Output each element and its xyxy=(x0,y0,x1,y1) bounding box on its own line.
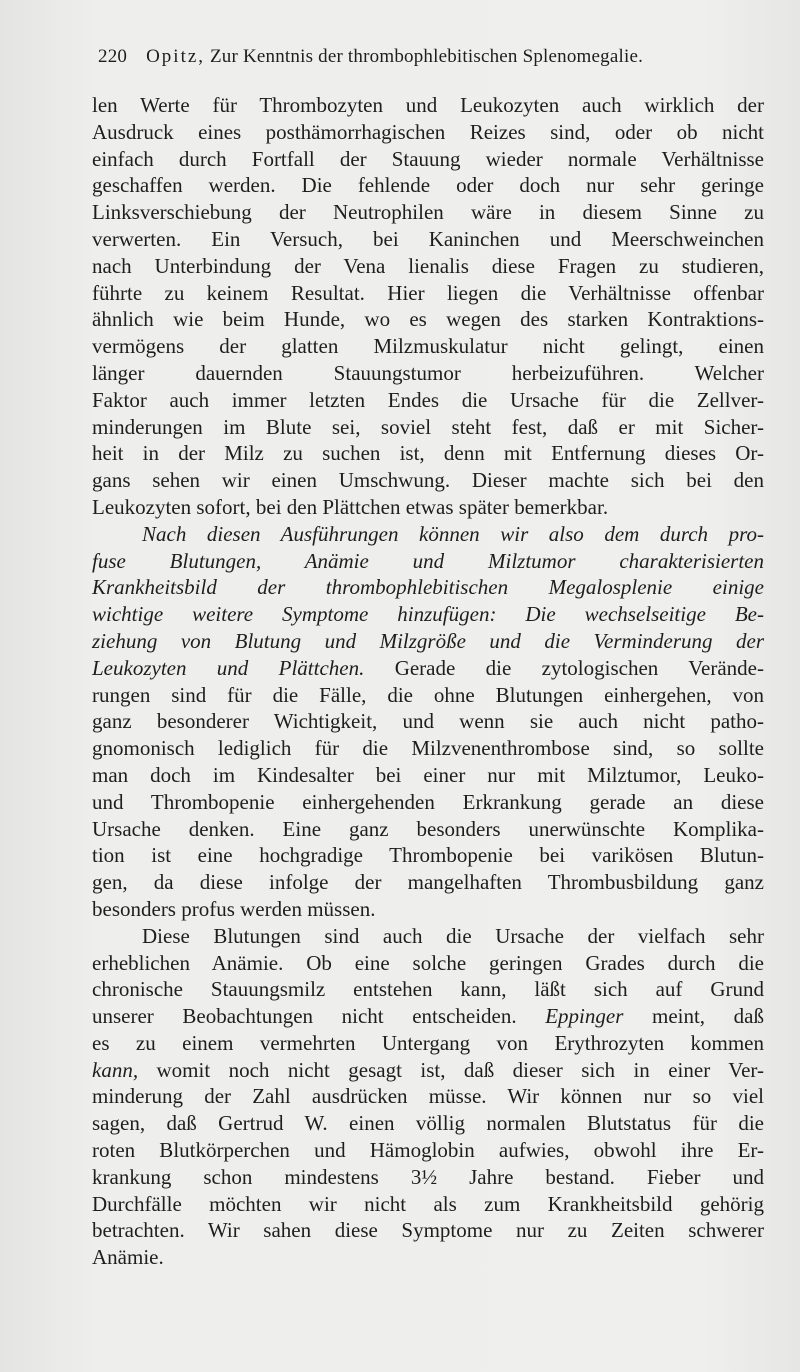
text-line: ziehung von Blutung und Milzgröße und die Verminderung der xyxy=(92,628,764,653)
text-line: geschaffen werden. Die fehlende oder doch nur sehr geringe xyxy=(92,173,764,198)
page-number: 220 xyxy=(98,46,128,67)
text-line: len Werte für Thrombozyten und Leukozyten auch wirklich der xyxy=(92,93,764,117)
text-line: Leukozyten und Plättchen. Gerade die zytologischen Verände- xyxy=(92,655,764,680)
text-line: nach Unterbindung der Vena lienalis diese Fragen zu studieren, xyxy=(92,253,764,278)
text-line: Leukozyten sofort, bei den Plättchen etwas später bemerkbar. xyxy=(92,494,609,519)
running-header xyxy=(98,46,738,68)
text-line: vermögens der glatten Milzmuskulatur nicht gelingt, einen xyxy=(92,334,764,359)
text-line: besonders profus werden müssen. xyxy=(92,896,376,921)
text-line: länger dauernden Stauungstumor herbeizuführen. Welcher xyxy=(92,360,764,385)
text-line: es zu einem vermehrten Untergang von Erythrozyten kommen xyxy=(92,1030,764,1055)
text-line: unserer Beobachtungen nicht entscheiden. Eppinger meint, daß xyxy=(92,1004,764,1029)
text-line: betrachten. Wir sahen diese Symptome nur zu Zeiten schwerer xyxy=(92,1218,764,1243)
text-line: gen, da diese infolge der mangelhaften Thrombusbildung ganz xyxy=(92,870,764,895)
text-line: Krankheitsbild der thrombophlebitischen Megalosplenie einige xyxy=(92,575,764,600)
text-line: tion ist eine hochgradige Thrombopenie bei varikösen Blutun- xyxy=(92,843,764,868)
text-line: Ursache denken. Eine ganz besonders unerwünschte Komplika- xyxy=(92,816,764,841)
text-line: wichtige weitere Symptome hinzufügen: Die wechselseitige Be- xyxy=(92,602,764,627)
text-line: Nach diesen Ausführungen können wir also dem durch pro- xyxy=(142,521,764,546)
text-line: fuse Blutungen, Anämie und Milztumor charakterisierten xyxy=(92,548,764,573)
text-line: roten Blutkörperchen und Hämoglobin aufwies, obwohl ihre Er- xyxy=(92,1138,764,1163)
body-text xyxy=(92,92,764,1271)
text-line: und Thrombopenie einhergehenden Erkrankung gerade an diese xyxy=(92,789,764,814)
text-line: gans sehen wir einen Umschwung. Dieser machte sich bei den xyxy=(92,468,764,493)
text-line: chronische Stauungsmilz entstehen kann, läßt sich auf Grund xyxy=(92,977,764,1002)
text-line: sagen, daß Gertrud W. einen völlig normalen Blutstatus für die xyxy=(92,1111,764,1136)
text-line: verwerten. Ein Versuch, bei Kaninchen und Meerschweinchen xyxy=(92,226,764,251)
text-line: heit in der Milz zu suchen ist, denn mit Entfernung dieses Or- xyxy=(92,441,764,466)
text-line: kann, womit noch nicht gesagt ist, daß dieser sich in einer Ver- xyxy=(92,1057,764,1082)
header-title: Zur Kenntnis der thrombophlebitischen Splenomegalie. xyxy=(209,46,644,67)
text-line: man doch im Kindesalter bei einer nur mit Milztumor, Leuko- xyxy=(92,762,764,787)
text-line: Durchfälle möchten wir nicht als zum Krankheitsbild gehörig xyxy=(92,1191,764,1216)
text-line: krankung schon mindestens 3½ Jahre bestand. Fieber und xyxy=(92,1164,764,1189)
text-line: ganz besonderer Wichtigkeit, und wenn sie auch nicht patho- xyxy=(92,709,764,734)
text-line: Anämie. xyxy=(92,1245,164,1270)
text-line: Faktor auch immer letzten Endes die Ursache für die Zellver- xyxy=(92,387,764,412)
text-line: einfach durch Fortfall der Stauung wieder normale Verhältnisse xyxy=(92,146,764,171)
text-line: ähnlich wie beim Hunde, wo es wegen des starken Kontraktions- xyxy=(92,307,764,332)
text-line: Diese Blutungen sind auch die Ursache der vielfach sehr xyxy=(142,923,764,948)
text-line: Linksverschiebung der Neutrophilen wäre in diesem Sinne zu xyxy=(92,200,764,225)
text-line: minderung der Zahl ausdrücken müsse. Wir können nur so viel xyxy=(92,1084,764,1109)
text-line: rungen sind für die Fälle, die ohne Blutungen einhergehen, von xyxy=(92,682,764,707)
text-line: gnomonisch lediglich für die Milzvenenthrombose sind, so sollte xyxy=(92,736,764,761)
text-line: führte zu keinem Resultat. Hier liegen die Verhältnisse offenbar xyxy=(92,280,764,305)
text-line: Ausdruck eines posthämorrhagischen Reizes sind, oder ob nicht xyxy=(92,119,764,144)
text-line: erheblichen Anämie. Ob eine solche geringen Grades durch die xyxy=(92,950,764,975)
header-author: Opitz, xyxy=(146,46,206,67)
text-line: minderungen im Blute sei, soviel steht fest, daß er mit Sicher- xyxy=(92,414,764,439)
